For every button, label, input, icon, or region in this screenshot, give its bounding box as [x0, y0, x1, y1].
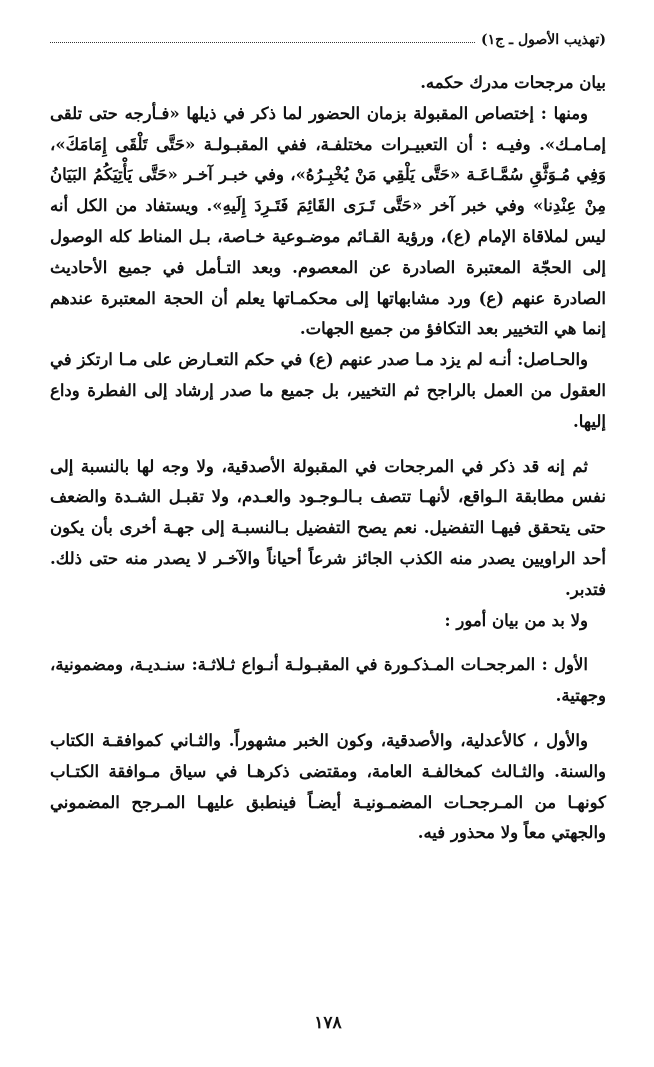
book-page — [50, 0, 606, 1067]
paragraph-hasil: والحـاصل: أنـه لم يزد مـا صدر عنهم (ع) في حكم التعـارض على مـا ارتكز في العقول من العمل بالراجح ثم التخيير، بل جميع ما صدر إرشاد إلى الفطرة وداع إليها. — [50, 350, 606, 431]
paragraph-umur-intro: ولا بد من بيان أمور : — [444, 610, 588, 630]
running-title: (تهذيب الأصول ـ ج١) — [480, 32, 606, 48]
paragraph-minha: ومنها : إختصاص المقبولة بزمان الحضور لما ذكر في ذيلها «فـأرجه حتى تلقى إمـامـك». وفيـه : أن التعبيـرات مختلفـة، ففي المقبـولـة «حَتَّى تَلْقَى إِمَامَكَ»، وَفِي مُـوَثَّقِ سُمَّـاعَـة «حَتَّى يَلْقِي مَنْ يُخْبِـرُهُ»، وفي خبـر آخـر «حَتَّى يَأْتِيَكُمُ البَيَانُ مِنْ عِنْدِنا» وفي خبر آخر «حَتَّى تَـرَى القَائِمَ فَتَـرِدَ إِلَيهِ». ويستفاد من الكل أنه ليس لملاقاة الإمام (ع)، ورؤية القـائم موضـوعية خـاصة، بـل المناط كله الوصول إلى الحجّة المعتبرة الصادرة عن المعصوم. وبعد التـأمل في جميع الأحاديث الصادرة عنهم (ع) ورد مشابهاتها إلى محكمـاتها يعلم أن الحجة المعتبرة عندهم إنما هي التخيير بعد التكافؤ من جميع الجهات. — [50, 103, 606, 339]
paragraph-first-point: الأول : المرجحـات المـذكـورة في المقبـولـة أنـواع ثـلاثـة: سنـديـة، ومضمونية، وجهتية. — [50, 655, 606, 706]
dotted-leader — [50, 42, 475, 43]
body-text — [50, 68, 606, 849]
running-header — [50, 30, 606, 50]
paragraph-types-detail: والأول ، كالأعدلية، والأصدقية، وكون الخبر مشهوراً. والثـاني كموافقـة الكتاب والسنة. والثـالث كمخالفـة العامة، ومقتضى ذكرهـا في سياق مـوافقة الكتـاب كونهـا من المـرجحـات المضمـونيـة أيضـاً فينطبق عليهـا المـرجح المضموني والجهتي معاً ولا محذور فيه. — [50, 730, 606, 843]
paragraph-continuation: بيان مرجحات مدرك حكمه. — [420, 73, 606, 92]
paragraph-asdaqiya: ثم إنه قد ذكر في المرجحات في المقبولة الأصدقية، ولا وجه لها بالنسبة إلى نفس مطابقة الـواقع، لأنهـا تتصف بـالـوجـود والعـدم، ولا تقبـل الشـدة والضعف حتى يتحقق فيهـا التفضيل. نعم يصح التفضيل بـالنسبـة إلى جهـة أخرى بأن يكون أحد الراويين يصدر منه الكذب الجائز شرعاً أحياناً والآخـر لا يصدر منه حتى ذلك. فتدبر. — [50, 456, 606, 599]
page-number: ١٧٨ — [314, 1013, 342, 1033]
